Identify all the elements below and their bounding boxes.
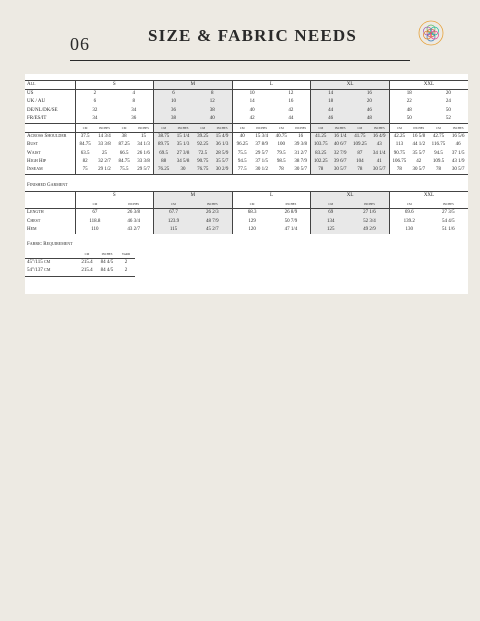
- fg-unit-label: cm: [75, 200, 114, 209]
- fg-value: 26 8/9: [284, 210, 298, 216]
- fr-value: 84 4/5: [100, 260, 114, 266]
- size-value: 48: [389, 107, 428, 115]
- fg-value: 26 3/8: [127, 210, 141, 216]
- measure-value: 106.75: [389, 158, 409, 166]
- size-value: 16: [288, 99, 294, 105]
- size-value: 42: [232, 115, 271, 124]
- size-value: 14: [232, 98, 271, 106]
- unit-label: inches: [409, 124, 429, 133]
- fr-header-blank: [25, 250, 77, 259]
- measure-value: 94.5: [434, 150, 443, 156]
- fg-unit-label: inches: [193, 200, 232, 209]
- size-value: 20: [445, 91, 451, 97]
- size-value: 18: [389, 90, 428, 99]
- size-value: 34: [75, 115, 114, 124]
- fg-value: 52 3/4: [350, 218, 389, 226]
- flower-of-life-icon: [418, 20, 444, 46]
- fg-value: 69.6: [389, 209, 428, 218]
- size-header-s: S: [75, 81, 154, 90]
- fg-value: 69: [311, 209, 350, 218]
- measure-value: 77.5: [232, 166, 252, 175]
- size-value: 6: [75, 98, 114, 106]
- size-value: 8: [193, 90, 232, 99]
- unit-label: cm: [350, 124, 370, 133]
- fg-value: 115: [154, 226, 193, 234]
- fg-value: 51 1/6: [442, 226, 455, 232]
- measure-value: 98.5: [276, 158, 286, 164]
- measure-value: 30 1/2: [252, 166, 272, 175]
- measure-value: 36 1/3: [213, 141, 233, 149]
- size-value: 38: [154, 115, 193, 124]
- measure-value: 15 1/4: [173, 133, 193, 142]
- measure-value: 16 5/6: [451, 134, 465, 140]
- title-rule: [70, 60, 410, 61]
- measure-value: 42.25: [389, 133, 409, 142]
- size-value: 4: [132, 91, 135, 97]
- finished-garment-title: Finished Garment: [27, 183, 68, 188]
- size-value: 6: [154, 90, 193, 99]
- unit-label: inches: [370, 124, 390, 133]
- fg-value: 123.9: [154, 218, 193, 226]
- fg-unit-label: cm: [154, 200, 193, 209]
- unit-label: cm: [154, 124, 174, 133]
- measure-value: 15: [141, 134, 146, 140]
- size-row-label: DE/NL/DK/SE: [27, 107, 58, 113]
- fr-value: 215.4: [81, 260, 93, 266]
- fg-header-s: S: [75, 192, 154, 201]
- measure-value: 75.5: [114, 166, 134, 175]
- size-sheet: [25, 74, 468, 294]
- measure-value: 33 3/8: [137, 158, 150, 164]
- measure-value: 87: [350, 150, 370, 158]
- fg-value: 67.7: [154, 209, 193, 218]
- size-header-m: M: [154, 81, 233, 90]
- measure-value: 40: [232, 133, 252, 142]
- fg-header-blank: [25, 192, 75, 201]
- fg-header-xl: XL: [311, 192, 390, 201]
- fr-value: 2: [124, 260, 128, 266]
- unit-label: cm: [311, 124, 331, 133]
- fg-value: 46 3/4: [127, 218, 141, 224]
- fg-unit-label: cm: [389, 200, 428, 209]
- size-value: 36: [114, 115, 153, 124]
- size-value: 2: [75, 90, 114, 99]
- measure-value: 102.25: [311, 158, 331, 166]
- measure-value: 100: [277, 142, 286, 148]
- size-value: 12: [288, 91, 294, 97]
- size-value: 22: [389, 98, 428, 106]
- measure-value: 28 5/9: [213, 150, 233, 158]
- measure-value: 35 5/7: [412, 150, 426, 156]
- measure-value: 26 1/6: [137, 150, 150, 156]
- measure-value: 75: [75, 166, 95, 175]
- measure-value: 15 3/4: [255, 134, 268, 140]
- measure-value: 30 5/7: [291, 166, 311, 175]
- measure-value: 34 1/4: [370, 150, 390, 158]
- measure-value: 41: [370, 158, 390, 166]
- measure-value: 29 5/7: [134, 166, 154, 175]
- fg-value: 26 2/3: [193, 209, 232, 218]
- size-value: 24: [445, 99, 451, 105]
- size-value: 32: [75, 107, 114, 115]
- measure-value: 104: [350, 158, 370, 166]
- measure-label: Bust: [27, 142, 38, 148]
- measure-value: 43 1/9: [451, 158, 465, 164]
- fabric-requirement-table: [25, 250, 135, 277]
- measure-value: 35 5/7: [213, 158, 233, 166]
- unit-label: cm: [271, 124, 291, 133]
- unit-label: cm: [429, 124, 449, 133]
- fg-value: 129: [232, 218, 271, 226]
- fg-value: 48 7/9: [193, 218, 232, 226]
- measure-value: 42: [416, 158, 422, 164]
- fg-unit-label: inches: [272, 200, 311, 209]
- measure-value: 41.25: [311, 133, 331, 142]
- unit-label: inches: [134, 124, 154, 133]
- fg-value: 134: [311, 218, 350, 226]
- measure-value: 34 5/8: [173, 158, 193, 166]
- measure-value: 29 1/2: [95, 166, 115, 175]
- fr-value: 215.4: [77, 267, 97, 276]
- measure-value: 44 1/2: [412, 142, 426, 148]
- size-value: 44: [271, 115, 310, 124]
- measure-value: 69.5: [154, 150, 174, 158]
- fg-value: 139.2: [389, 218, 428, 226]
- measure-value: 37.5: [75, 133, 95, 142]
- fg-value: 27 3/5: [442, 210, 455, 216]
- size-row-label: UK / AU: [27, 99, 46, 105]
- measure-value: 94.5: [232, 158, 252, 166]
- measure-label: Waist: [27, 150, 41, 156]
- measure-value: 78: [389, 166, 409, 175]
- size-value: 50: [445, 107, 451, 113]
- size-value: 34: [131, 107, 137, 113]
- fr-unit-label: yard: [117, 250, 135, 259]
- measure-label: Across Shoulder: [27, 134, 67, 140]
- unit-label: inches: [213, 124, 233, 133]
- unit-label: inches: [173, 124, 193, 133]
- measure-value: 38: [121, 134, 127, 140]
- measure-value: 87.25: [118, 142, 130, 148]
- fg-value: 27 1/6: [350, 209, 389, 218]
- unit-label: cm: [193, 124, 213, 133]
- fg-value: 50 7/9: [284, 218, 298, 224]
- measure-value: 39 6/7: [330, 158, 350, 166]
- fr-row-label: 45"/115 cm: [27, 260, 51, 266]
- measure-value: 16 4/9: [370, 133, 390, 142]
- unit-label: cm: [389, 124, 409, 133]
- fg-value: 68.3: [232, 209, 271, 218]
- fg-unit-label: inches: [429, 200, 468, 209]
- measure-value: 90.75: [389, 150, 409, 158]
- finished-garment-table: [25, 191, 468, 234]
- fg-header-xxl: XXL: [389, 192, 468, 201]
- measure-value: 78: [271, 166, 291, 175]
- fr-unit-label: inches: [97, 250, 117, 259]
- measure-value: 38 7/9: [294, 158, 307, 164]
- fg-unit-label: cm: [311, 200, 350, 209]
- measure-value: 40 6/7: [330, 141, 350, 149]
- measure-value: 15 4/9: [213, 133, 233, 142]
- fg-value: 67: [75, 209, 114, 218]
- fg-unit-label: inches: [114, 200, 153, 209]
- size-value: 8: [132, 99, 135, 105]
- size-row-label: US: [27, 91, 34, 97]
- measure-value: 34 1/3: [137, 142, 150, 148]
- size-value: 48: [350, 115, 389, 124]
- measure-value: 38.75: [154, 133, 174, 142]
- size-header-xl: XL: [311, 81, 390, 90]
- size-chart-table: [25, 80, 468, 175]
- measure-value: 46: [455, 142, 461, 148]
- measure-value: 78: [311, 166, 331, 175]
- fg-unit-label: cm: [232, 200, 271, 209]
- measure-value: 78: [350, 166, 370, 175]
- measure-value: 30 5/7: [330, 166, 350, 175]
- size-value: 38: [193, 107, 232, 115]
- measure-value: 89.75: [154, 141, 174, 149]
- size-value: 46: [311, 115, 350, 124]
- measure-value: 84.75: [75, 141, 95, 149]
- measure-value: 30 5/7: [409, 166, 429, 175]
- page-title: SIZE & FABRIC NEEDS: [148, 26, 358, 45]
- unit-label: cm: [75, 124, 95, 133]
- measure-value: 88: [154, 158, 174, 166]
- size-value: 20: [350, 98, 389, 106]
- size-value: 40: [193, 115, 232, 124]
- fr-row-label: 54"/137 cm: [25, 267, 77, 276]
- size-value: 46: [350, 107, 389, 115]
- measure-value: 37 1/5: [451, 150, 465, 156]
- size-row-label: FR/ES/IT: [25, 115, 75, 124]
- unit-label: inches: [95, 124, 115, 133]
- measure-label: High Hip: [27, 158, 47, 164]
- measure-value: 31 2/7: [294, 150, 307, 156]
- measure-value: 63.5: [75, 150, 95, 158]
- fr-value: 2: [117, 267, 135, 276]
- fg-value: 47 1/4: [284, 226, 298, 232]
- measure-value: 16 5/8: [412, 134, 426, 140]
- measure-value: 14 3/4: [98, 134, 111, 140]
- measure-value: 90.75: [193, 158, 213, 166]
- measure-value: 37 1/5: [255, 158, 268, 164]
- fg-header-l: L: [232, 192, 311, 201]
- fg-value: 125: [311, 226, 350, 234]
- measure-value: 66.5: [119, 150, 129, 156]
- measure-value: 79.5: [276, 150, 286, 156]
- measure-value: 43: [370, 141, 390, 149]
- measure-value: 41.75: [350, 133, 370, 142]
- measure-value: 92.25: [193, 141, 213, 149]
- measure-value: 83.25: [311, 150, 331, 158]
- measure-value: 33 3/8: [98, 142, 111, 148]
- fg-unit-label: inches: [350, 200, 389, 209]
- measure-value: 32 7/9: [330, 150, 350, 158]
- size-value: 12: [193, 98, 232, 106]
- size-value: 36: [154, 107, 193, 115]
- measure-value: 82: [75, 158, 95, 166]
- fg-value: 118.8: [75, 218, 114, 226]
- size-value: 44: [311, 107, 350, 115]
- size-value: 52: [429, 115, 468, 124]
- measure-value: 29 5/7: [255, 150, 268, 156]
- measure-value: 30 5/7: [370, 166, 390, 175]
- measure-value: 39.25: [193, 133, 213, 142]
- size-header-all: All: [25, 81, 75, 90]
- measure-value: 103.75: [311, 141, 331, 149]
- fg-value: 49 2/9: [350, 226, 389, 234]
- measure-value: 30: [173, 166, 193, 175]
- size-header-xxl: XXL: [389, 81, 468, 90]
- unit-label: cm: [232, 124, 252, 133]
- measure-value: 30 2/9: [213, 166, 233, 175]
- measure-value: 42.75: [432, 134, 445, 140]
- fg-row-label: Chest: [27, 218, 41, 224]
- measure-value: 72.5: [193, 150, 213, 158]
- unit-label: inches: [291, 124, 311, 133]
- measure-value: 116.75: [431, 142, 446, 148]
- size-header-l: L: [232, 81, 311, 90]
- measure-value: 96.25: [232, 141, 252, 149]
- size-value: 18: [311, 98, 350, 106]
- measure-value: 30 5/7: [448, 166, 468, 175]
- size-value: 16: [350, 90, 389, 99]
- measure-value: 25: [101, 150, 107, 156]
- unit-blank: [25, 124, 75, 133]
- measure-value: 35 1/3: [173, 141, 193, 149]
- measure-value: 76.75: [193, 166, 213, 175]
- measure-value: 40.75: [275, 134, 287, 140]
- measure-value: 37 8/9: [255, 142, 268, 148]
- fg-value: 110: [75, 226, 114, 234]
- fg-header-m: M: [154, 192, 233, 201]
- fg-value: 54 4/5: [442, 218, 455, 224]
- fg-row-label: Length: [27, 210, 44, 216]
- page-number: 06: [70, 34, 90, 54]
- measure-value: 75.5: [232, 150, 252, 158]
- fg-value: 43 2/7: [127, 226, 141, 232]
- fg-value: 45 2/7: [193, 226, 232, 234]
- measure-value: 39 3/8: [294, 142, 307, 148]
- unit-label: inches: [252, 124, 272, 133]
- measure-value: 27 3/8: [173, 150, 193, 158]
- measure-value: 32 2/7: [98, 158, 111, 164]
- measure-value: 16: [298, 134, 304, 140]
- measure-value: 78: [429, 166, 449, 175]
- fg-row-label: Hem: [27, 226, 37, 232]
- fg-value: 130: [389, 226, 428, 234]
- unit-label: inches: [448, 124, 468, 133]
- fr-value: 84 4/5: [97, 267, 117, 276]
- size-value: 42: [288, 107, 294, 113]
- measure-value: 16 1/4: [330, 133, 350, 142]
- measure-label: Inseam: [25, 166, 75, 175]
- fg-value: 120: [232, 226, 271, 234]
- size-value: 10: [232, 90, 271, 99]
- measure-value: 84.75: [118, 158, 130, 164]
- size-value: 40: [232, 107, 271, 115]
- size-value: 10: [154, 98, 193, 106]
- measure-value: 113: [389, 141, 409, 149]
- size-value: 50: [389, 115, 428, 124]
- fr-unit-label: cm: [77, 250, 97, 259]
- fg-unit-blank: [25, 200, 75, 209]
- measure-value: 109.25: [350, 141, 370, 149]
- unit-label: cm: [114, 124, 134, 133]
- unit-label: inches: [330, 124, 350, 133]
- measure-value: 76.25: [154, 166, 174, 175]
- size-value: 14: [311, 90, 350, 99]
- fabric-requirement-title: Fabric Requirement: [27, 242, 73, 247]
- measure-value: 109.5: [432, 158, 445, 164]
